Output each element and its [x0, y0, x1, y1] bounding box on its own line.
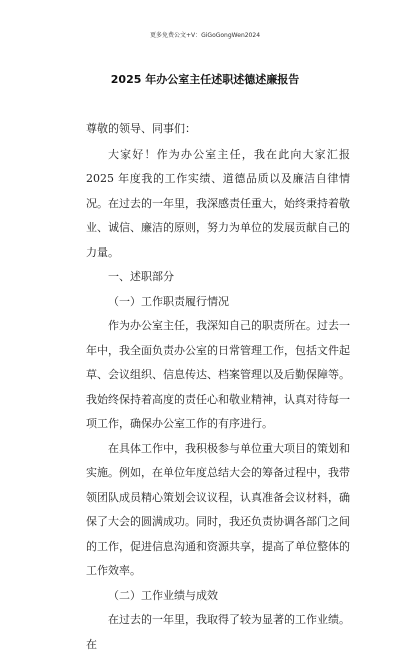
subsection-heading-achievements: （二）工作业绩与成效 — [108, 588, 218, 602]
paragraph-duties: 作为办公室主任，我深知自己的职责所在。过去一年中，我全面负责办公室的日常管理工作，包括文件起草、会议组织、信息传达、档案管理以及后勤保障等。我始终保持着高度的责任心和敬业精神，认真对待每一项工作，确保办公室工作的有序进行。 — [86, 319, 350, 430]
header-note: 更多免费公文+V：GiGoGongWen2024 — [149, 32, 261, 39]
paragraph-intro: 大家好！作为办公室主任，我在此向大家汇报 2025 年度我的工作实绩、道德品质以及廉洁自律情况。在过去的一年里，我深感责任重大，始终秉持着敬业、诚信、廉洁的原则，努力为单位的发展贡献自己的力量。 — [86, 147, 350, 259]
document-body — [86, 117, 350, 657]
salutation: 尊敬的领导、同事们： — [86, 122, 196, 135]
paragraph-projects: 在具体工作中，我积极参与单位重大项目的策划和实施。例如，在单位年度总结大会的筹备过程中，我带领团队成员精心策划会议议程，认真准备会议材料，确保了大会的圆满成功。同时，我还负责协调各部门之间的工作，促进信息沟通和资源共享，提高了单位整体的工作效率。 — [86, 441, 350, 577]
section-heading-duty-report: 一、述职部分 — [108, 270, 174, 283]
subsection-heading-duties: （一）工作职责履行情况 — [108, 294, 229, 308]
document-title: 2025 年办公室主任述职述德述廉报告 — [110, 73, 300, 86]
paragraph-achievements: 在过去的一年里，我取得了较为显著的工作业绩。在 — [86, 613, 350, 651]
